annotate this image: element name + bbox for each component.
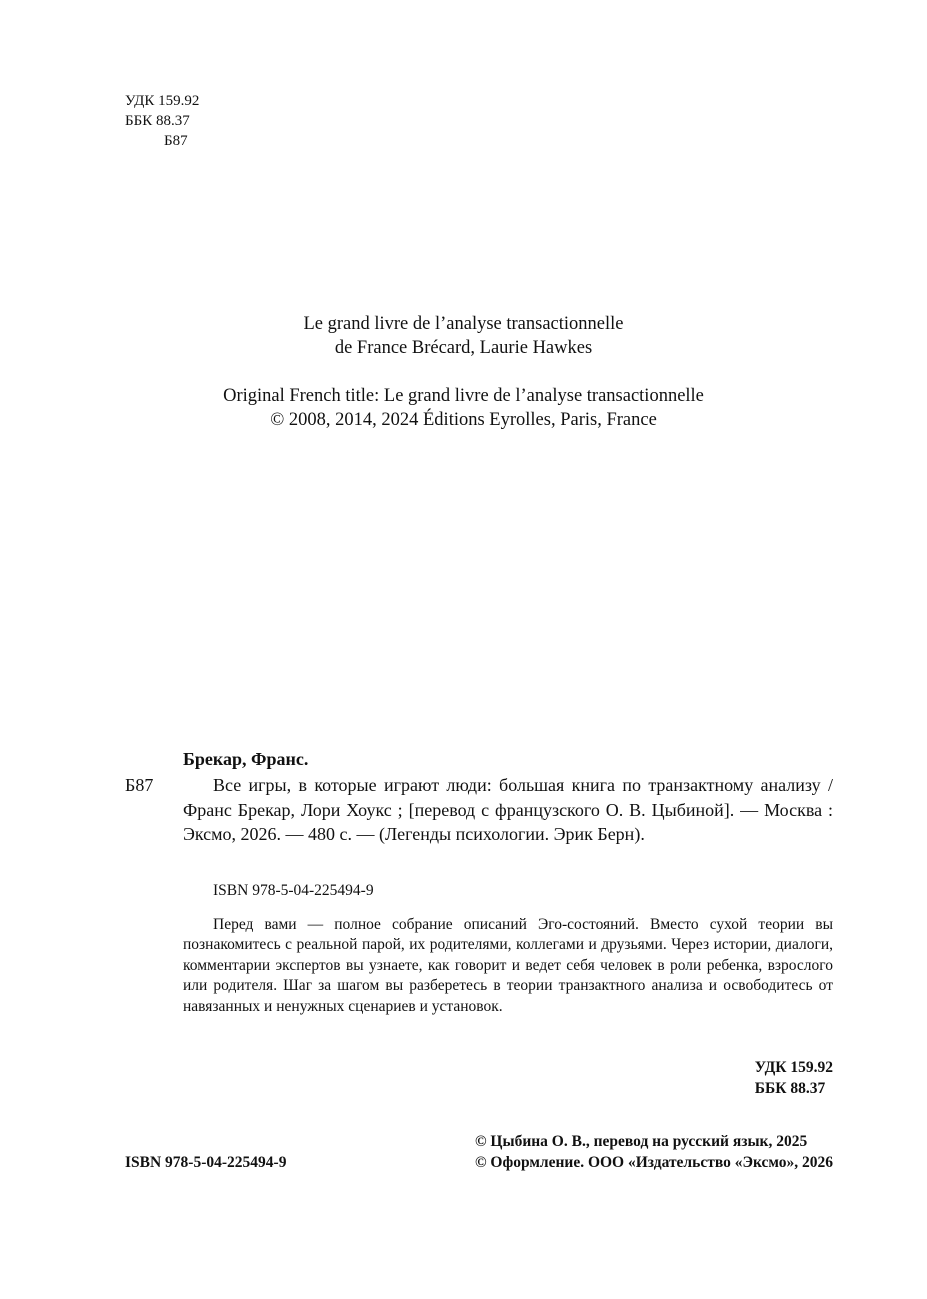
catalog-author-heading: Брекар, Франс. [183, 749, 309, 769]
footer-isbn: ISBN 978-5-04-225494-9 [125, 1154, 287, 1171]
classification-block [125, 91, 199, 151]
catalog-classification [755, 1057, 833, 1099]
catalog-bbk: ББК 88.37 [754, 1080, 826, 1097]
original-title-block [0, 312, 927, 360]
copyright-design: © Оформление. ООО «Издательство «Эксмо», 2026 [474, 1154, 833, 1171]
original-authors: de France Brécard, Laurie Hawkes [334, 338, 593, 358]
original-title: Le grand livre de l’analyse transactionnelle [303, 314, 624, 334]
catalog-code: Б87 [125, 775, 154, 795]
bbk-code: ББК 88.37 [125, 113, 190, 129]
catalog-udk: УДК 159.92 [754, 1059, 833, 1076]
original-rights-block [0, 384, 927, 432]
catalog-isbn: ISBN 978-5-04-225494-9 [213, 882, 374, 899]
bibliographic-text: Все игры, в которые играют люди: большая книга по транзактному анализу / Франс Брекар, Лори Хоукс ; [перевод с французского О. В. Цыбиной]. — Москва : Эксмо, 2026. — 480 с. — (Легенды психологии. Эрик Берн). [183, 775, 833, 845]
original-copyright: © 2008, 2014, 2024 Éditions Eyrolles, Paris, France [270, 410, 657, 430]
original-french-title: Original French title: Le grand livre de l’analyse transactionnelle [223, 386, 704, 406]
udk-code: УДК 159.92 [125, 93, 200, 109]
bibliographic-description [183, 773, 833, 847]
copyright-translation: © Цыбина О. В., перевод на русский язык, 2025 [474, 1133, 808, 1150]
author-mark: Б87 [164, 133, 188, 149]
annotation: Перед вами — полное собрание описаний Эго-состояний. Вместо сухой теории вы познакомитесь с реальной парой, их родителями, коллегами и друзьями. Через истории, диалоги, комментарии экспертов вы узнаете, как говорит и ведет себя человек в роли ребенка, взрослого или родителя. Шаг за шагом вы разберетесь в теории транзактного анализа и освободитесь от навязанных и ненужных сценариев и установок. [183, 916, 833, 1015]
footer-copyrights [475, 1131, 833, 1173]
